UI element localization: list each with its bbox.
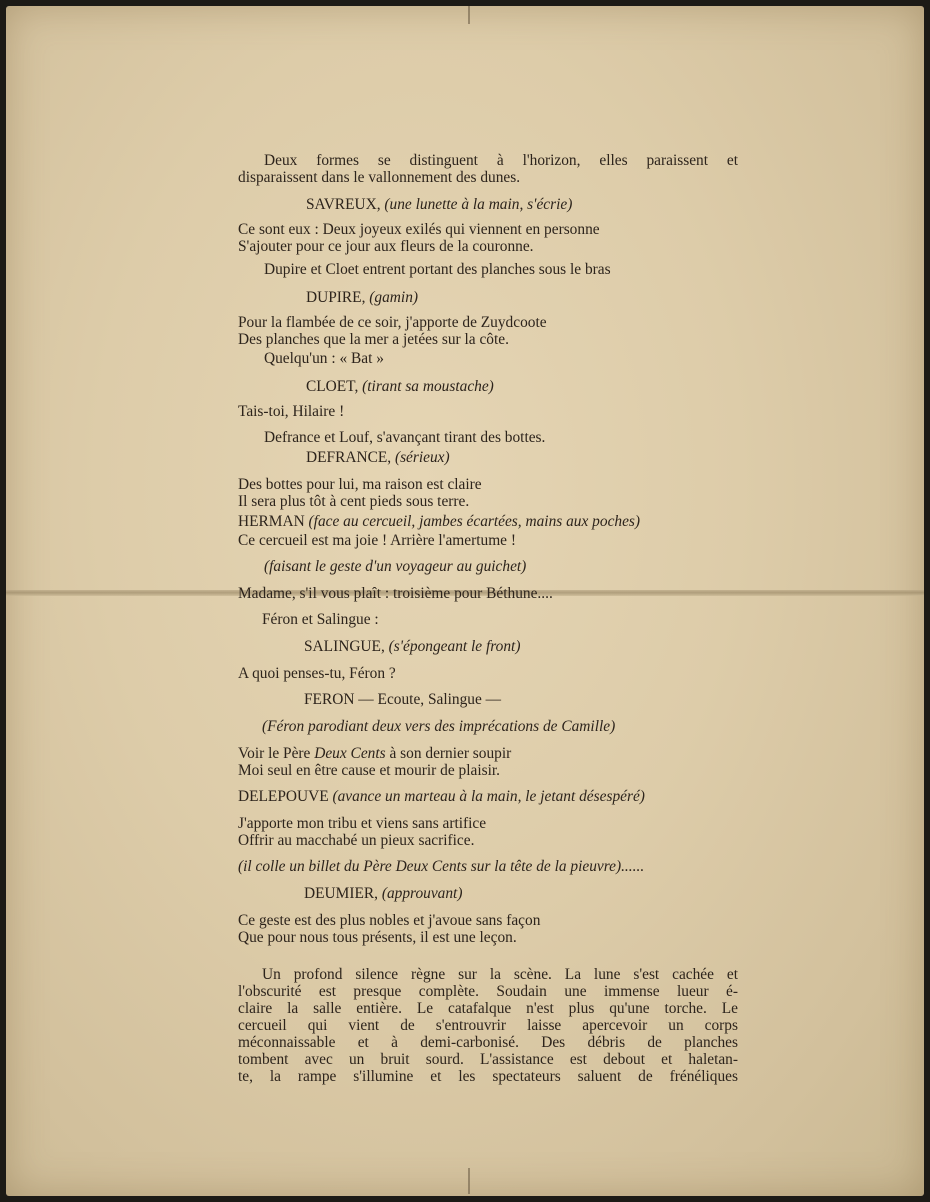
speaker-line — [238, 788, 738, 805]
verse-line: Tais-toi, Hilaire ! — [238, 403, 345, 420]
stage-direction-line: Féron et Salingue : — [262, 611, 379, 628]
verse-italic-text: Deux Cents — [314, 745, 386, 762]
verse-line: J'apporte mon tribu et viens sans artifice — [238, 815, 487, 832]
speaker-line: FERON — Ecoute, Salingue — — [304, 691, 502, 708]
speaker-name: DEUMIER, — [304, 885, 382, 902]
speaker-name: DELEPOUVE — [238, 788, 333, 805]
speaker-line — [238, 289, 738, 306]
speaker-direction: (avance un marteau à la main, le jetant désespéré) — [332, 788, 645, 805]
speaker-line — [238, 513, 738, 530]
verse-line: Des planches que la mer a jetées sur la côte. — [238, 331, 509, 348]
verse-text: Voir le Père — [238, 745, 315, 762]
closing-paragraph — [238, 966, 738, 1085]
verse-line: Pour la flambée de ce soir, j'apporte de Zuydcoote — [238, 314, 547, 331]
verse-line: A quoi penses-tu, Féron ? — [238, 665, 396, 682]
stage-direction-text: (il colle un billet du Père Deux Cents sur la tête de la pieuvre)...... — [238, 858, 645, 875]
speaker-direction: (une lunette à la main, s'écrie) — [384, 196, 573, 213]
speaker-line — [238, 378, 738, 395]
paragraph-line: tombent avec un bruit sourd. L'assistance est debout et haletan- — [238, 1051, 738, 1068]
stage-direction-line: Deux formes se distinguent à l'horizon, elles paraissent et — [264, 152, 738, 169]
verse-line: S'ajouter pour ce jour aux fleurs de la couronne. — [238, 238, 534, 255]
paragraph-line: cercueil qui vient de s'entrouvrir laisse apercevoir un corps — [238, 1017, 738, 1034]
verse-line: Ce geste est des plus nobles et j'avoue sans façon — [238, 912, 541, 929]
speaker-name: SAVREUX, — [306, 196, 385, 213]
verse-line: Quelqu'un : « Bat » — [264, 350, 384, 367]
speaker-line — [238, 638, 738, 655]
play-text — [238, 152, 738, 1085]
stage-direction-text: (Féron parodiant deux vers des imprécations de Camille) — [262, 718, 616, 735]
verse-line: Ce sont eux : Deux joyeux exilés qui viennent en personne — [238, 221, 600, 238]
paragraph-line: claire la salle entière. Le catafalque n'est plus qu'une torche. Le — [238, 1000, 738, 1017]
stage-direction-line — [238, 858, 738, 875]
paragraph-line: l'obscurité est presque complète. Soudain une immense lueur é- — [238, 983, 738, 1000]
speaker-direction: (gamin) — [369, 289, 419, 306]
verse-line — [238, 745, 738, 762]
speaker-line — [238, 885, 738, 902]
verse-line: Offrir au macchabé un pieux sacrifice. — [238, 832, 475, 849]
stage-direction-line: disparaissent dans le vallonnement des dunes. — [238, 169, 521, 186]
stage-direction-line: Dupire et Cloet entrent portant des planches sous le bras — [264, 261, 611, 278]
verse-line: Ce cercueil est ma joie ! Arrière l'amertume ! — [238, 532, 516, 549]
speaker-direction: (tirant sa moustache) — [362, 378, 494, 395]
verse-text: à son dernier soupir — [385, 745, 512, 762]
paragraph-line: te, la rampe s'illumine et les spectateurs saluent de frénéliques — [238, 1068, 738, 1085]
stage-direction-line — [238, 558, 738, 575]
verse-line: Des bottes pour lui, ma raison est claire — [238, 476, 482, 493]
speaker-name: DEFRANCE, — [306, 449, 395, 466]
speaker-direction: (s'épongeant le front) — [388, 638, 521, 655]
speaker-direction: (face au cercueil, jambes écartées, mains aux poches) — [308, 513, 641, 530]
speaker-name: HERMAN — [238, 513, 309, 530]
verse-line: Il sera plus tôt à cent pieds sous terre. — [238, 493, 470, 510]
stage-direction-line — [238, 718, 738, 735]
stage-direction-line: Defrance et Louf, s'avançant tirant des bottes. — [264, 429, 546, 446]
speaker-direction: (approuvant) — [381, 885, 463, 902]
speaker-name: CLOET, — [306, 378, 363, 395]
verse-line: Que pour nous tous présents, il est une leçon. — [238, 929, 517, 946]
speaker-line — [238, 449, 738, 466]
paper-tear-top — [468, 6, 470, 24]
speaker-name: DUPIRE, — [306, 289, 370, 306]
paper-tear-bottom — [468, 1168, 470, 1194]
paragraph-line: méconnaissable et à demi-carbonisé. Des débris de planches — [238, 1034, 738, 1051]
speaker-line — [238, 196, 738, 213]
speaker-direction: (sérieux) — [394, 449, 450, 466]
verse-line: Moi seul en être cause et mourir de plaisir. — [238, 762, 500, 779]
verse-line: Madame, s'il vous plaît : troisième pour Béthune.... — [238, 585, 553, 602]
stage-direction-text: (faisant le geste d'un voyageur au guichet) — [264, 558, 527, 575]
speaker-name: SALINGUE, — [304, 638, 389, 655]
paragraph-line: Un profond silence règne sur la scène. La lune s'est cachée et — [262, 966, 738, 983]
